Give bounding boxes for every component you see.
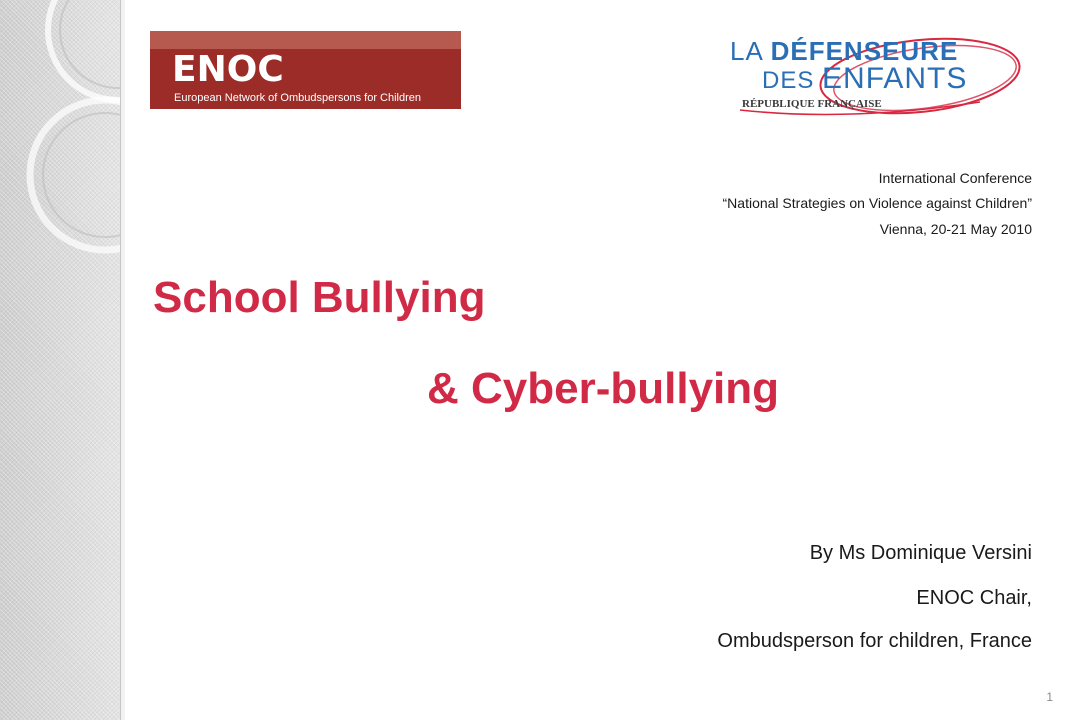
defenseure-logo-enfants: ENFANTS: [822, 62, 968, 95]
slide-number: 1: [1046, 690, 1053, 704]
defenseure-logo-line1: [730, 38, 958, 64]
author-position: Ombudsperson for children, France: [717, 630, 1032, 652]
conference-date-location: Vienna, 20-21 May 2010: [879, 221, 1032, 237]
enoc-logo: [150, 31, 461, 109]
conference-name: International Conference: [878, 170, 1032, 186]
decorative-sidebar: [0, 0, 121, 720]
slide-title-line2: & Cyber-bullying: [427, 364, 780, 413]
author-name: By Ms Dominique Versini: [809, 542, 1032, 564]
defenseure-logo-la: LA: [730, 36, 771, 66]
defenseure-logo-des: DES: [762, 67, 823, 94]
enoc-logo-band: [150, 31, 461, 49]
conference-theme: “National Strategies on Violence against Children”: [722, 195, 1032, 211]
slide-title-line1: School Bullying: [153, 273, 486, 322]
author-role: ENOC Chair,: [916, 587, 1032, 609]
sidebar-divider: [121, 0, 125, 720]
enoc-logo-mark: ENOC: [172, 49, 284, 90]
defenseure-logo-defenseure: DÉFENSEURE: [770, 36, 959, 66]
defenseure-logo-line2: [762, 64, 967, 94]
sidebar-rings-decoration: [0, 0, 120, 720]
defenseure-logo-republique: RÉPUBLIQUE FRANÇAISE: [742, 98, 882, 110]
defenseure-des-enfants-logo: [730, 30, 1030, 130]
enoc-logo-subtitle: European Network of Ombudspersons for Children: [174, 92, 422, 104]
